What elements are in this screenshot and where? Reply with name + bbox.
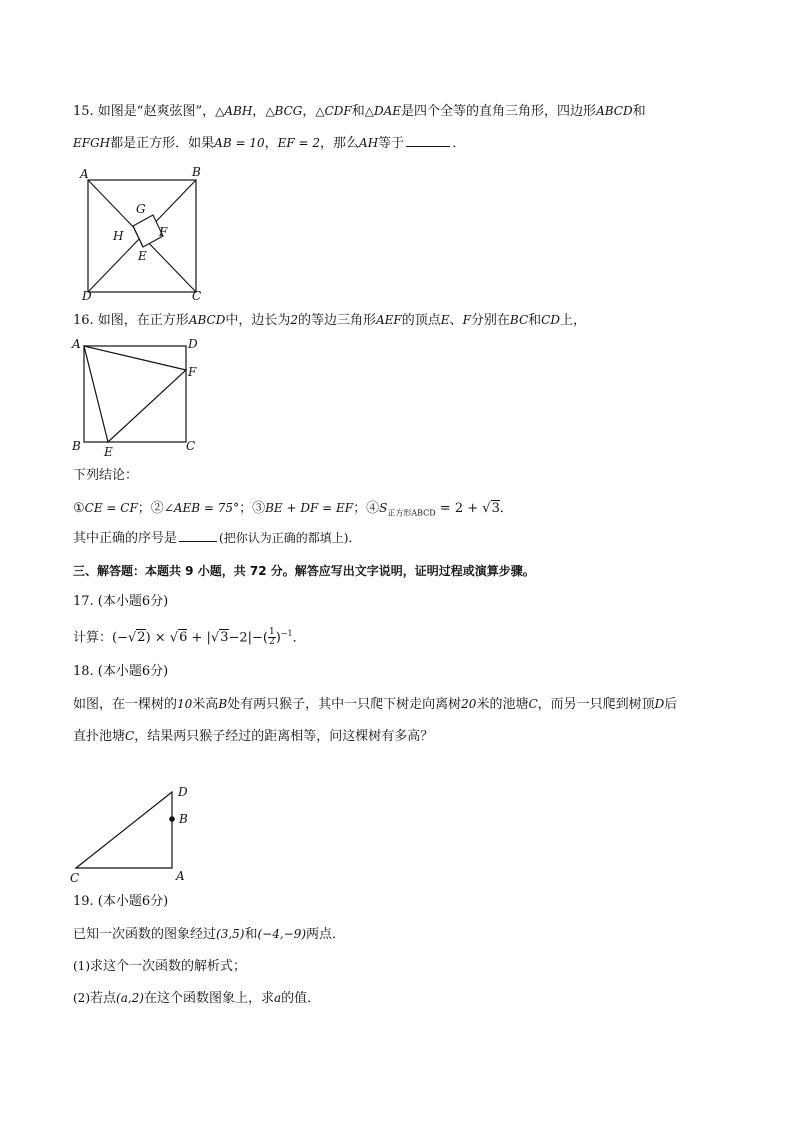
square-triangle-figure: [68, 336, 208, 458]
label-E: E: [138, 249, 147, 263]
label-F: F: [159, 225, 168, 239]
label-A: A: [80, 167, 89, 181]
label-C: C: [186, 439, 196, 453]
tree-monkey-figure: [68, 782, 198, 886]
fraction: $\frac{1}{2}$: [269, 627, 275, 648]
q18-line1: 如图，在一棵树的10米高B处有两只猴子，其中一只爬下树走向离树20米的池塘C，而另一只爬到树顶D后: [73, 697, 678, 712]
label-A: A: [176, 869, 185, 883]
q15-line2: EFGH都是正方形．如果AB = 10，EF = 2，那么AH等于 ．: [73, 136, 466, 151]
label-C: C: [70, 871, 80, 885]
q15-line1: 15. 如图是“赵爽弦图”，△ABH，△BCG，△CDF和△DAE是四个全等的直角三角形，四边形ABCD和: [73, 104, 646, 119]
label-C: C: [192, 289, 202, 303]
answer-blank[interactable]: [179, 529, 217, 542]
q16-conclusions: ①CE = CF；②∠AEB = 75°；③BE + DF = EF；$④S_{正方形ABCD} = 2 + √3$．: [73, 501, 513, 518]
label-E: E: [104, 445, 113, 459]
q17-title: 17. (本小题6分): [73, 594, 169, 609]
label-D: D: [188, 337, 198, 351]
label-D: D: [178, 785, 188, 799]
q19-title: 19. (本小题6分): [73, 894, 169, 909]
q16-conclusions-intro: 下列结论：: [73, 468, 139, 483]
label-B: B: [192, 165, 201, 179]
label-D: D: [82, 289, 92, 303]
label-B: B: [72, 439, 81, 453]
label-G: G: [136, 202, 146, 216]
q16-line1: 16. 如图，在正方形ABCD中，边长为2的等边三角形AEF的顶点E、F分别在BC和CD上，: [73, 313, 586, 328]
q19-part1: (1)求这个一次函数的解析式；: [73, 959, 247, 974]
q18-title: 18. (本小题6分): [73, 664, 169, 679]
q16-answer-line: 其中正确的序号是 (把你认为正确的都填上)．: [73, 531, 362, 546]
label-B: B: [179, 812, 188, 826]
answer-blank[interactable]: [406, 134, 450, 147]
q17-expression: 计算：(−√2) × √6 + |√3−2|−( $\frac{1}{2}$ )$^{-1}$．: [73, 627, 306, 648]
q19-line1: 已知一次函数的图象经过(3,5)和(−4,−9)两点．: [73, 927, 346, 942]
label-A: A: [72, 337, 81, 351]
label-F: F: [188, 365, 197, 379]
q18-line2: 直扑池塘C，结果两只猴子经过的距离相等，问这棵树有多高？: [73, 729, 434, 744]
q19-part2: (2)若点(a,2)在这个函数图象上，求a的值．: [73, 991, 321, 1006]
label-H: H: [113, 229, 124, 243]
zhao-shuang-figure: [78, 166, 208, 302]
section-3-heading: 三、解答题：本题共 9 小题，共 72 分。解答应写出文字说明，证明过程或演算步骤。: [73, 564, 535, 578]
